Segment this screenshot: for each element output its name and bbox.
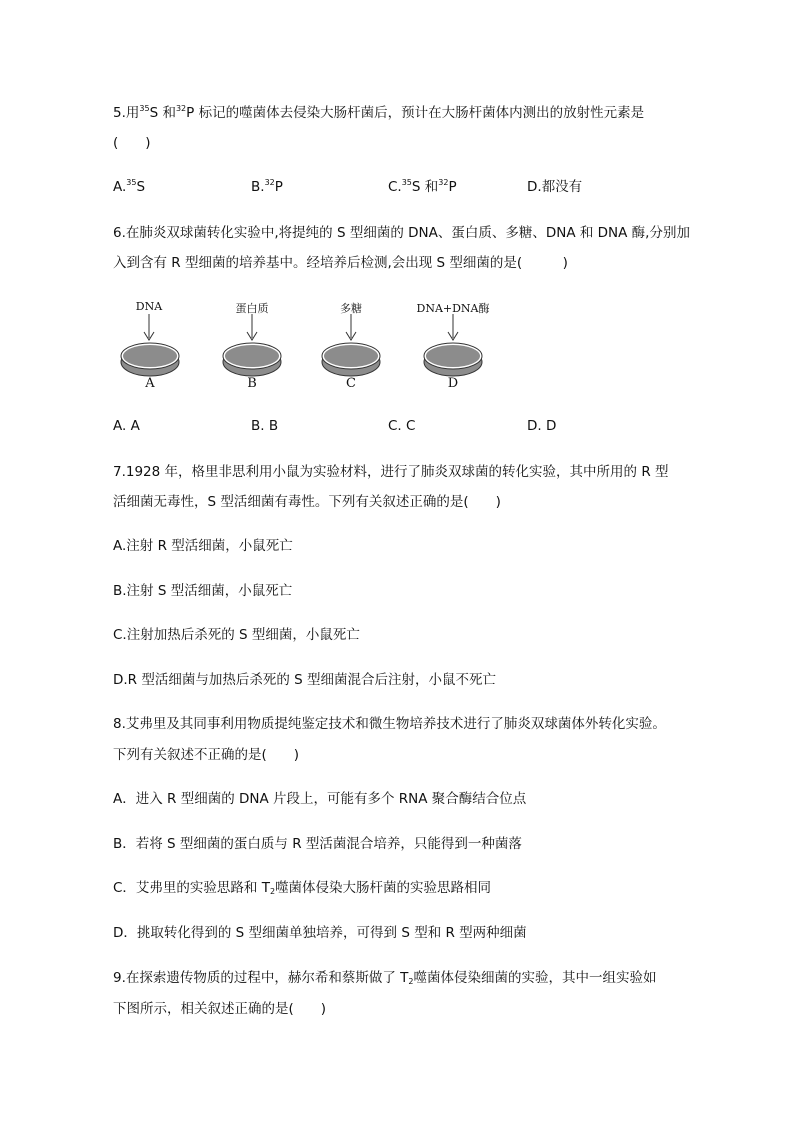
q5-text-b: S 和	[149, 105, 176, 121]
dish-label-dna-dnase: DNA+DNA酶	[416, 302, 490, 315]
q5-option-b	[251, 177, 283, 197]
dish-d	[424, 314, 482, 376]
option-letter: A.	[113, 179, 127, 195]
q7-option-b: B.注射 S 型活细菌，小鼠死亡	[113, 583, 293, 599]
option-text: 都没有	[541, 179, 583, 195]
option-element: S	[136, 179, 146, 195]
q9-stem-line2: 下图所示，相关叙述正确的是( )	[113, 1001, 327, 1017]
q8-option-a: A．进入 R 型细菌的 DNA 片段上，可能有多个 RNA 聚合酶结合位点	[113, 791, 527, 807]
option-iso: 35	[126, 178, 137, 187]
dish-letter-b: B	[247, 376, 257, 391]
q9-text-b: 噬菌体侵染细菌的实验，其中一组实验如	[413, 970, 657, 986]
q7-stem-line2: 活细菌无毒性，S 型活细菌有毒性。下列有关叙述正确的是( )	[113, 494, 501, 510]
q7-option-c: C.注射加热后杀死的 S 型细菌，小鼠死亡	[113, 627, 360, 643]
option-iso: 32	[264, 178, 275, 187]
q6-option-c: C. C	[388, 418, 416, 434]
q9-stem-line1	[113, 968, 657, 988]
q8-stem-line2: 下列有关叙述不正确的是( )	[113, 747, 300, 763]
q9-subscript: 2	[408, 977, 414, 986]
option-iso: 32	[438, 178, 449, 187]
q8-option-c	[113, 878, 491, 898]
q5-iso-32: 32	[175, 104, 187, 113]
option-iso: 35	[401, 178, 412, 187]
option-text: C．艾弗里的实验思路和 T	[113, 880, 270, 896]
option-element: S 和	[411, 179, 439, 195]
q8-option-b: B．若将 S 型细菌的蛋白质与 R 型活菌混合培养，只能得到一种菌落	[113, 836, 522, 852]
q5-stem	[113, 103, 644, 123]
option-text: 噬菌体侵染大肠杆菌的实验思路相同	[275, 880, 492, 896]
q6-option-a: A. A	[113, 418, 140, 434]
q8-option-d: D．挑取转化得到的 S 型细菌单独培养，可得到 S 型和 R 型两种细菌	[113, 925, 527, 941]
q6-stem-line2: 入到含有 R 型细菌的培养基中。经培养后检测,会出现 S 型细菌的是( )	[113, 255, 568, 271]
dish-c	[322, 314, 380, 376]
option-letter: D.	[527, 179, 542, 195]
dish-label-dna: DNA	[135, 300, 163, 313]
q5-paren: ( )	[113, 135, 151, 151]
option-element: P	[448, 179, 457, 195]
petri-dish-figure	[0, 312, 794, 402]
q7-option-a: A.注射 R 型活细菌，小鼠死亡	[113, 538, 293, 554]
dish-b	[223, 314, 281, 376]
q5-option-a	[113, 177, 145, 197]
option-subscript: 2	[269, 887, 276, 896]
q7-stem-line1: 7.1928 年，格里非思利用小鼠为实验材料，进行了肺炎双球菌的转化实验，其中所用的 R 型	[113, 464, 669, 480]
q6-option-d: D. D	[527, 418, 557, 434]
dish-letter-c: C	[346, 376, 356, 391]
q6-stem-line1: 6.在肺炎双球菌转化实验中,将提纯的 S 型细菌的 DNA、蛋白质、多糖、DNA 和 DNA 酶,分别加	[113, 225, 690, 241]
dish-label-polysaccharide: 多糖	[340, 302, 362, 315]
dish-letter-d: D	[447, 376, 459, 391]
q5-option-d	[527, 177, 582, 197]
q5-iso-35: 35	[139, 104, 150, 113]
q8-stem-line1: 8.艾弗里及其同事利用物质提纯鉴定技术和微生物培养技术进行了肺炎双球菌体外转化实验。	[113, 716, 666, 732]
dish-letter-a: A	[145, 376, 155, 391]
q5-option-c	[388, 177, 457, 197]
option-element: P	[274, 179, 283, 195]
q5-text-c: P 标记的噬菌体去侵染大肠杆菌后，预计在大肠杆菌体内测出的放射性元素是	[186, 105, 645, 121]
option-letter: C.	[388, 179, 402, 195]
q7-option-d: D.R 型活细菌与加热后杀死的 S 型细菌混合后注射，小鼠不死亡	[113, 672, 497, 688]
q9-text-a: 9.在探索遗传物质的过程中，赫尔希和蔡斯做了 T	[113, 970, 409, 986]
q6-option-b: B. B	[251, 418, 279, 434]
dish-label-protein: 蛋白质	[235, 302, 269, 315]
dish-a	[121, 314, 179, 376]
q5-text-a: 5.用	[113, 105, 140, 121]
option-letter: B.	[251, 179, 265, 195]
